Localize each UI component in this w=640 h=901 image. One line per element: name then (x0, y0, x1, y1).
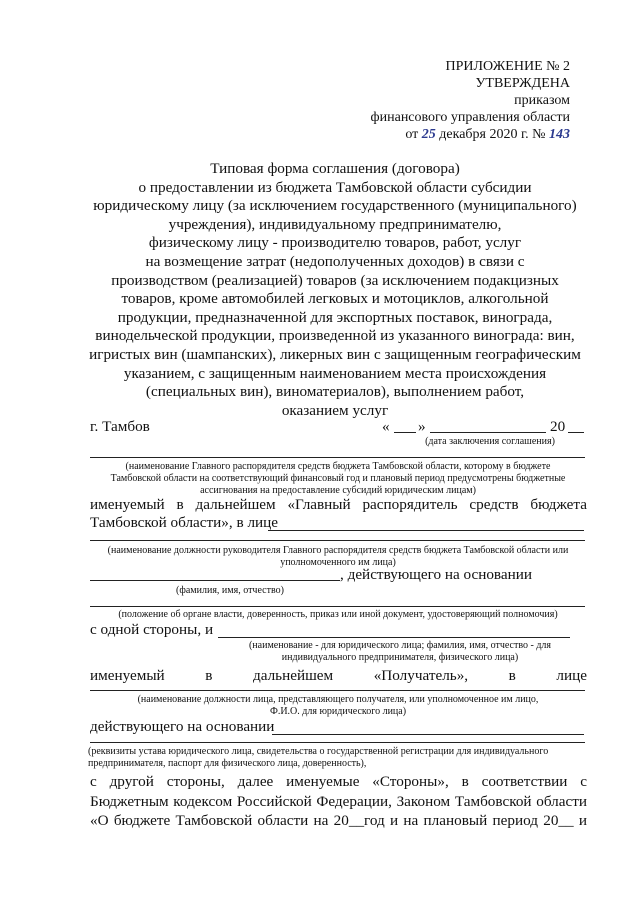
document-title: Типовая форма соглашения (договора) о предоставлении из бюджета Тамбовской области субсидии юридическому лицу (за исключением государственного (муниципального) учреждения), индивидуальному предпринимателю, физическому лицу - производителю товаров, работ, услуг на возмещение затрат (недополученных доходов) в связи с производством (реализацией) товаров (за исключением подакцизных товаров, кроме автомобилей легковых и мотоциклов, алкогольной продукции, предназначенной для экспортных поставок, винограда, винодельческой продукции, произведенной из указанного винограда: вин, игристых вин (шампанских), ликерных вин с защищенным географическим указанием, с защищенным наименованием места происхождения (специальных вин), виноматериалов), выполнением работ, оказанием услуг (89, 160, 581, 419)
final-paragraph: с другой стороны, далее именуемые «Стороны», в соответствии с Бюджетным кодексом Российской Федерации, Законом Тамбовской области «О бюджете Тамбовской области на 20__год и на плановый период 20__ и (90, 773, 587, 829)
basis2-blank (272, 734, 584, 735)
date-caption: (дата заключения соглашения) (425, 436, 555, 447)
department-label: финансового управления области (370, 110, 570, 125)
approved-label: УТВЕРЖДЕНА (475, 76, 570, 91)
order-date-line: от 25 декабря 2020 г. № 143 (405, 127, 570, 142)
one-side-text: с одной стороны, и (90, 621, 214, 638)
agreement-date-field: « » 20 (382, 418, 592, 438)
basis-caption: (положение об органе власти, доверенность, приказ или иной документ, удостоверяющий полномочия) (118, 609, 558, 620)
recipient-person-caption: (наименование должности лица, представляющего получателя, или уполномоченное им лицо, Ф.И.О. для юридического лица) (137, 694, 539, 717)
named-text-1: именуемый в дальнейшем «Главный распорядитель средств бюджета (90, 496, 587, 513)
recipient-blank (218, 637, 570, 638)
fio-blank (90, 580, 340, 581)
requisites-blank (90, 742, 585, 743)
recipient-caption: (наименование - для юридического лица; фамилия, имя, отчество - для индивидуального предпринимателя, физического лица) (248, 640, 552, 663)
handwritten-order-number: 143 (549, 127, 570, 142)
requisites-caption: (реквизиты устава юридического лица, свидетельства о государственной регистрации для индивидуального предпринимателя, паспорт для физического лица, доверенность), (88, 746, 549, 769)
approval-header (340, 58, 570, 143)
position-caption: (наименование должности руководителя Главного распорядителя средств бюджета Тамбовской области или уполномоченного им лица) (107, 545, 569, 568)
basis-blank (90, 606, 585, 607)
handwritten-day: 25 (421, 127, 436, 142)
named-text-2: Тамбовской области», в лице (90, 514, 279, 531)
fio-caption: (фамилия, имя, отчество) (176, 585, 284, 596)
position-blank (90, 540, 585, 541)
recipient-person-blank (90, 690, 585, 691)
main-manager-caption: (наименование Главного распорядителя средств бюджета Тамбовской области, которому в бюджете Тамбовской области на соответствующий финансовый год и плановый период предусмотрены бюджетные ассигнования на предоставление субсидий юридическим лицам) (110, 461, 566, 496)
acting-basis-2: действующего на основании (90, 718, 275, 735)
person-blank (268, 530, 584, 531)
main-manager-blank (90, 457, 585, 458)
city: г. Тамбов (90, 418, 150, 435)
named-recipient-line: именуемый в дальнейшем «Получатель», в лице (90, 667, 587, 684)
acting-basis: , действующего на основании (340, 566, 533, 583)
appendix-label: ПРИЛОЖЕНИЕ № 2 (445, 59, 570, 74)
order-label: приказом (514, 93, 570, 108)
